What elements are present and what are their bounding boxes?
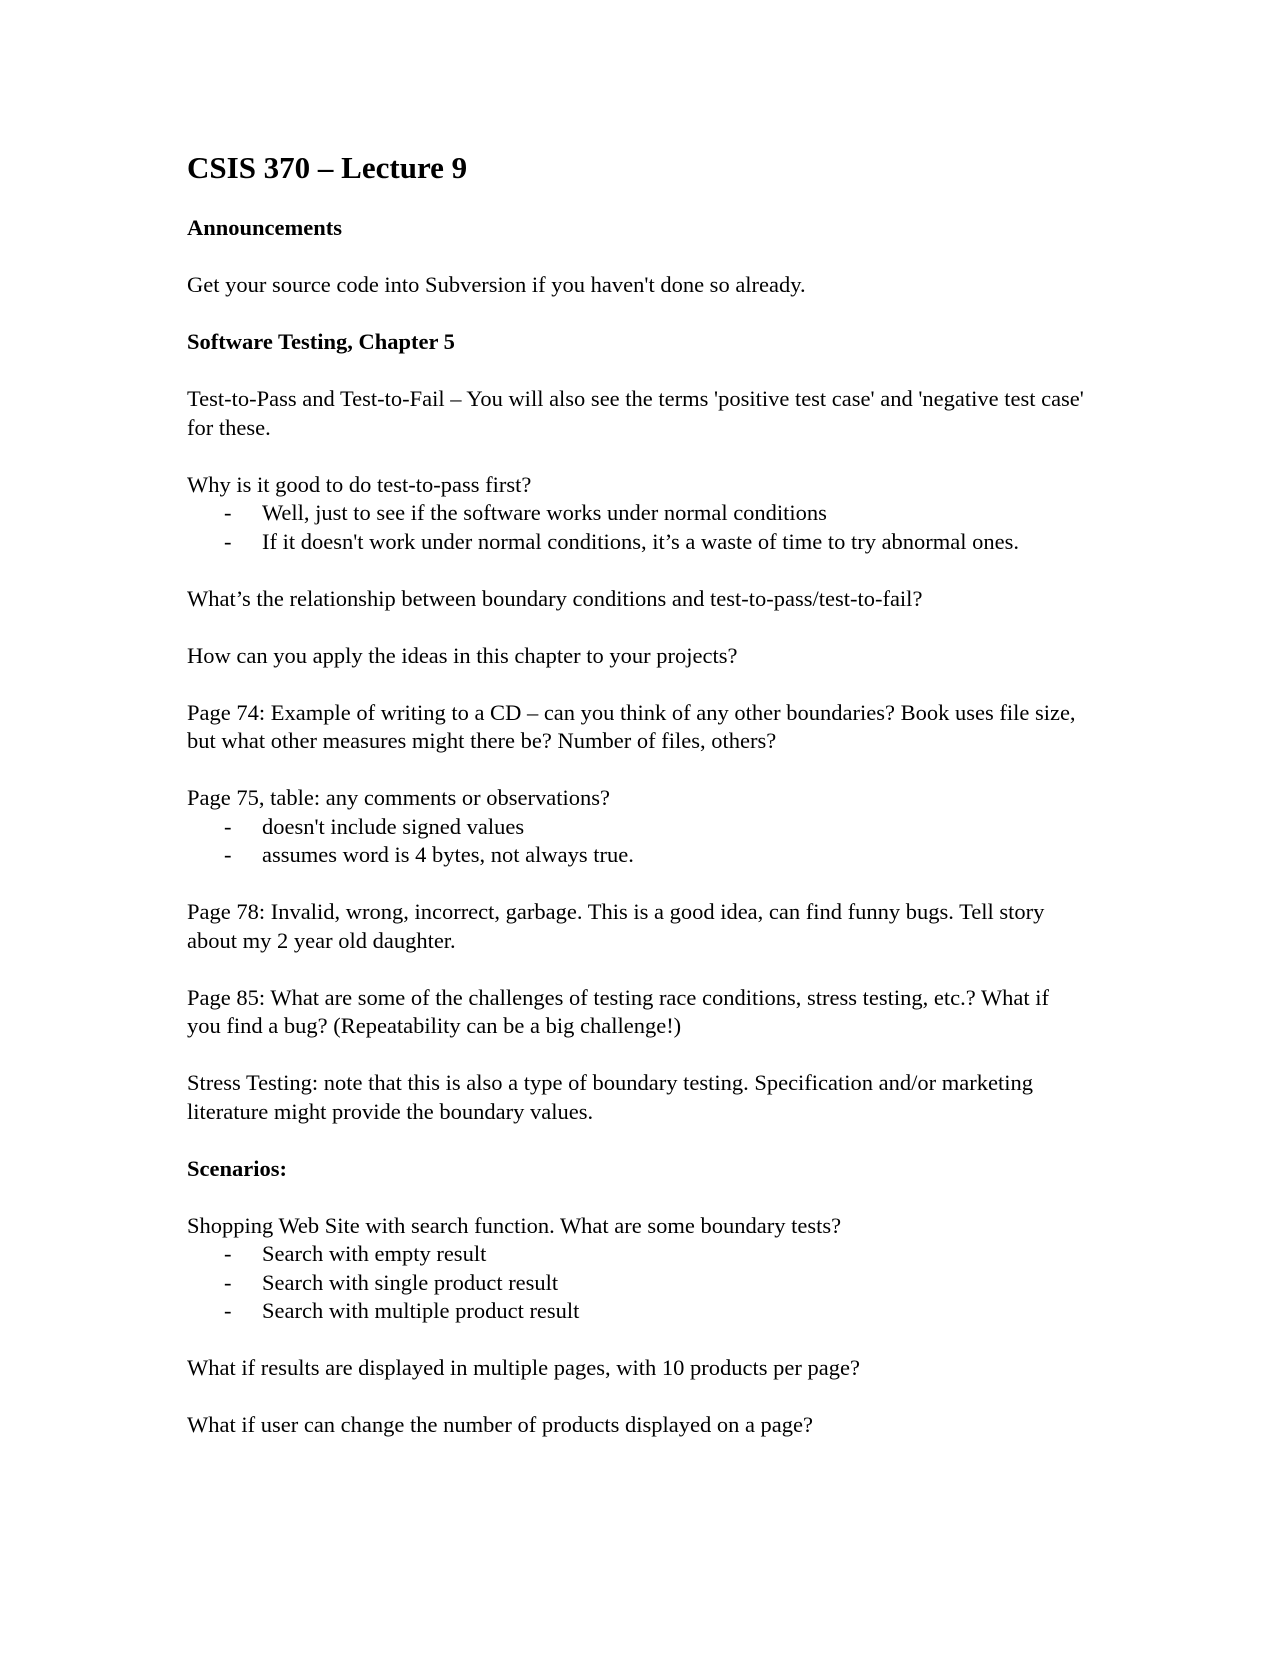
why-list — [187, 499, 1087, 556]
test-to-pass-intro: Test-to-Pass and Test-to-Fail – You will also see the terms 'positive test case' and 'negative test case' for these. — [187, 386, 1084, 440]
list-item-text: doesn't include signed values — [262, 813, 525, 839]
shopping-list — [187, 1240, 1087, 1326]
change-question: What if user can change the number of products displayed on a page? — [187, 1412, 814, 1437]
list-item-text: Search with multiple product result — [262, 1298, 580, 1323]
dash-bullet: - — [224, 813, 232, 839]
list-item — [187, 841, 1087, 870]
dash-bullet: - — [224, 528, 232, 554]
list-item — [187, 528, 1087, 557]
list-item-text: If it doesn't work under normal conditions, it’s a waste of time to try abnormal ones. — [262, 528, 1020, 554]
why-question: Why is it good to do test-to-pass first? — [187, 471, 532, 497]
dash-bullet: - — [224, 1241, 232, 1266]
dash-bullet: - — [224, 1269, 232, 1295]
list-item-text: assumes word is 4 bytes, not always true. — [262, 842, 634, 867]
dash-bullet: - — [224, 842, 232, 867]
software-testing-heading: Software Testing, Chapter 5 — [187, 329, 455, 354]
page-78-note: Page 78: Invalid, wrong, incorrect, garbage. This is a good idea, can find funny bugs. Tell story about my 2 year old daughter. — [187, 899, 1045, 953]
announcements-heading: Announcements — [187, 215, 343, 240]
list-item — [187, 813, 1087, 842]
apply-question: How can you apply the ideas in this chapter to your projects? — [187, 642, 738, 668]
announcements-text: Get your source code into Subversion if you haven't done so already. — [187, 272, 806, 297]
page-74-note: Page 74: Example of writing to a CD – can you think of any other boundaries? Book uses file size, but what other measures might there be? Number of files, others? — [187, 699, 1076, 753]
shopping-question: Shopping Web Site with search function. What are some boundary tests? — [187, 1212, 842, 1238]
pages-question: What if results are displayed in multiple pages, with 10 products per page? — [187, 1355, 860, 1380]
page-title: CSIS 370 – Lecture 9 — [187, 150, 468, 185]
list-item — [187, 1297, 1087, 1326]
dash-bullet: - — [224, 500, 232, 525]
scenarios-heading: Scenarios: — [187, 1155, 287, 1181]
relationship-question: What’s the relationship between boundary conditions and test-to-pass/test-to-fail? — [187, 585, 923, 611]
list-item-text: Well, just to see if the software works under normal conditions — [262, 500, 827, 525]
document-page — [187, 148, 1087, 1468]
page-75-note: Page 75, table: any comments or observations? — [187, 785, 611, 810]
page-75-list — [187, 813, 1087, 870]
dash-bullet: - — [224, 1298, 232, 1323]
list-item — [187, 499, 1087, 528]
list-item — [187, 1269, 1087, 1298]
list-item-text: Search with empty result — [262, 1241, 487, 1266]
list-item — [187, 1240, 1087, 1269]
list-item-text: Search with single product result — [262, 1269, 559, 1295]
stress-testing-note: Stress Testing: note that this is also a type of boundary testing. Specification and/or marketing literature might provide the boundary values. — [187, 1070, 1033, 1124]
page-85-note: Page 85: What are some of the challenges of testing race conditions, stress testing, etc.? What if you find a bug? (Repeatability can be a big challenge!) — [187, 984, 1050, 1038]
